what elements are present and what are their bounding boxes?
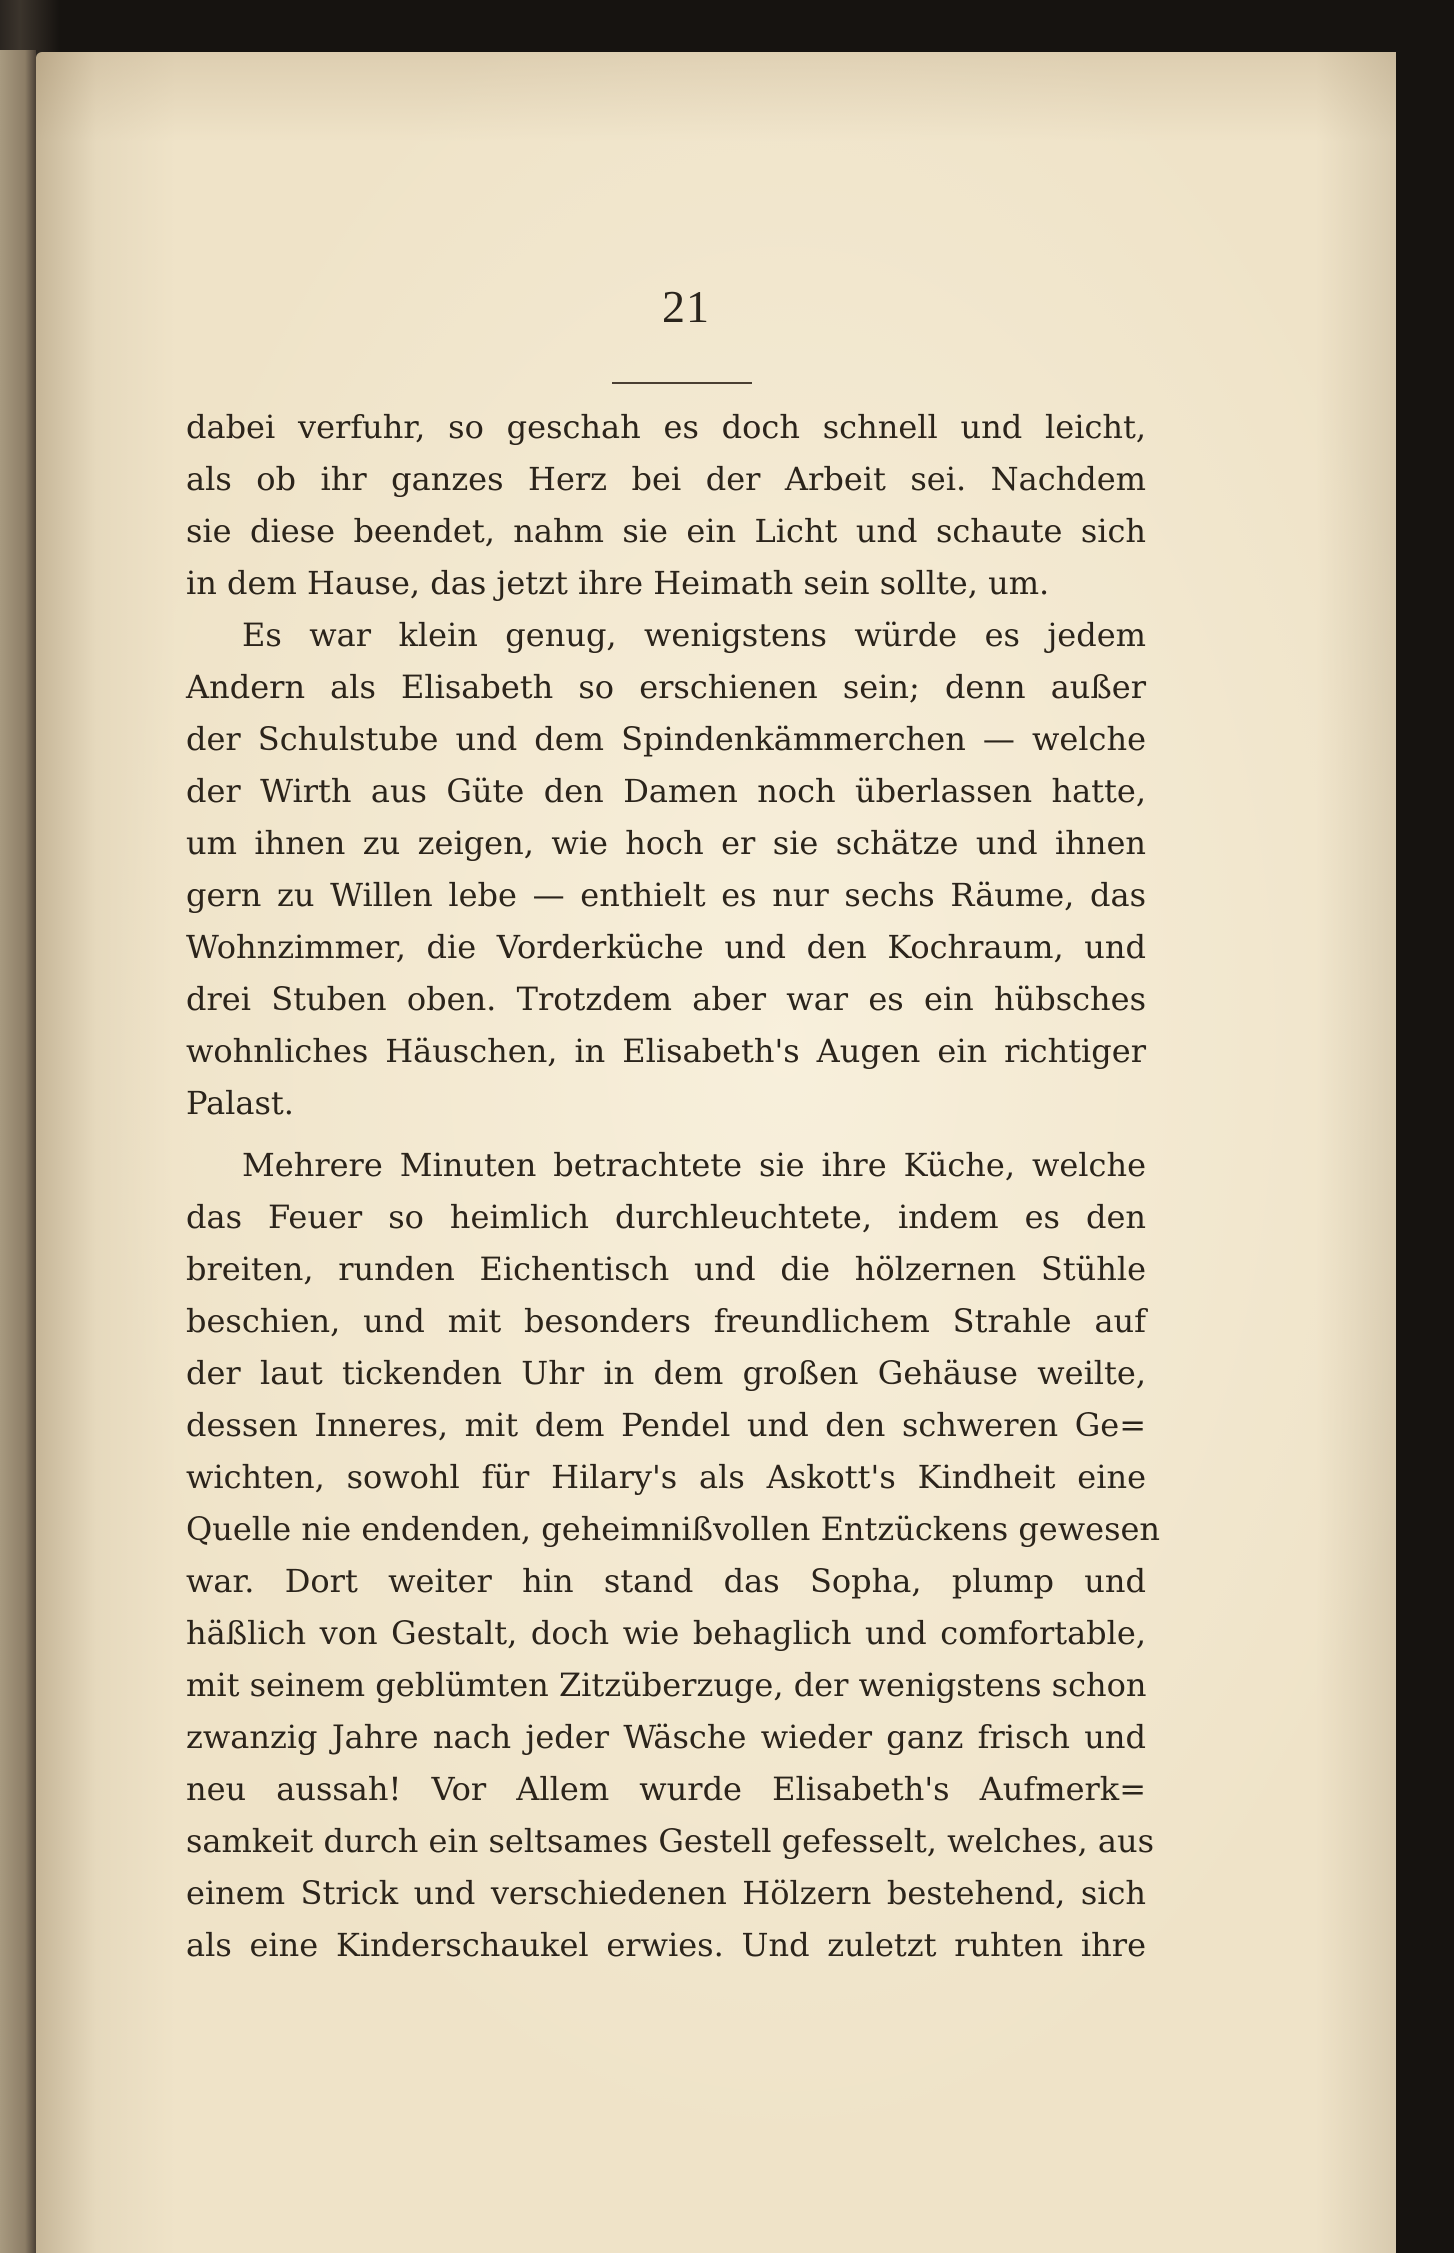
text-line: Andern als Elisabeth so erschienen sein; denn außer [186,668,1146,706]
text-line: als eine Kinderschaukel erwies. Und zuletzt ruhten ihre [186,1926,1146,1964]
text-line: in dem Hause, das jetzt ihre Heimath sein sollte, um. [186,564,1050,602]
text-line: gern zu Willen lebe — enthielt es nur sechs Räume, das [186,876,1146,914]
previous-page-edge [0,50,36,2253]
text-line: mit seinem geblümten Zitzüberzuge, der wenigstens schon [186,1666,1147,1704]
text-line: Palast. [186,1084,294,1122]
text-line: als ob ihr ganzes Herz bei der Arbeit sei. Nachdem [186,460,1146,498]
header-rule [612,382,752,384]
text-line: Quelle nie endenden, geheimnißvollen Entzückens gewesen [186,1510,1161,1548]
text-line: Es war klein genug, wenigstens würde es jedem [242,616,1146,654]
page-number: 21 [662,281,710,332]
text-line: samkeit durch ein seltsames Gestell gefesselt, welches, aus [186,1822,1154,1860]
text-line: dessen Inneres, mit dem Pendel und den schweren Ge= [186,1406,1146,1444]
text-line: der laut tickenden Uhr in dem großen Gehäuse weilte, [186,1354,1146,1392]
text-line: um ihnen zu zeigen, wie hoch er sie schätze und ihnen [186,824,1146,862]
text-line: sie diese beendet, nahm sie ein Licht und schaute sich [186,512,1146,550]
text-line: drei Stuben oben. Trotzdem aber war es ein hübsches [186,980,1146,1018]
text-line: der Wirth aus Güte den Damen noch überlassen hatte, [186,772,1146,810]
text-line: das Feuer so heimlich durchleuchtete, indem es den [186,1198,1146,1236]
text-line: Mehrere Minuten betrachtete sie ihre Küche, welche [242,1146,1146,1184]
text-line: der Schulstube und dem Spindenkämmerchen — welche [186,720,1146,758]
text-line: einem Strick und verschiedenen Hölzern bestehend, sich [186,1874,1146,1912]
text-line: neu aussah! Vor Allem wurde Elisabeth's Aufmerk= [186,1770,1146,1808]
text-line: häßlich von Gestalt, doch wie behaglich und comfortable, [186,1614,1146,1652]
text-line: wohnliches Häuschen, in Elisabeth's Augen ein richtiger [186,1032,1146,1070]
body-text [186,402,1161,2182]
text-line: war. Dort weiter hin stand das Sopha, plump und [186,1562,1146,1600]
text-line: beschien, und mit besonders freundlichem Strahle auf [186,1302,1146,1340]
text-line: zwanzig Jahre nach jeder Wäsche wieder ganz frisch und [186,1718,1146,1756]
text-line: wichten, sowohl für Hilary's als Askott's Kindheit eine [186,1458,1146,1496]
text-line: breiten, runden Eichentisch und die hölzernen Stühle [186,1250,1146,1288]
book-page [36,52,1396,2253]
text-line: dabei verfuhr, so geschah es doch schnell und leicht, [186,408,1146,446]
text-line: Wohnzimmer, die Vorderküche und den Kochraum, und [186,928,1146,966]
